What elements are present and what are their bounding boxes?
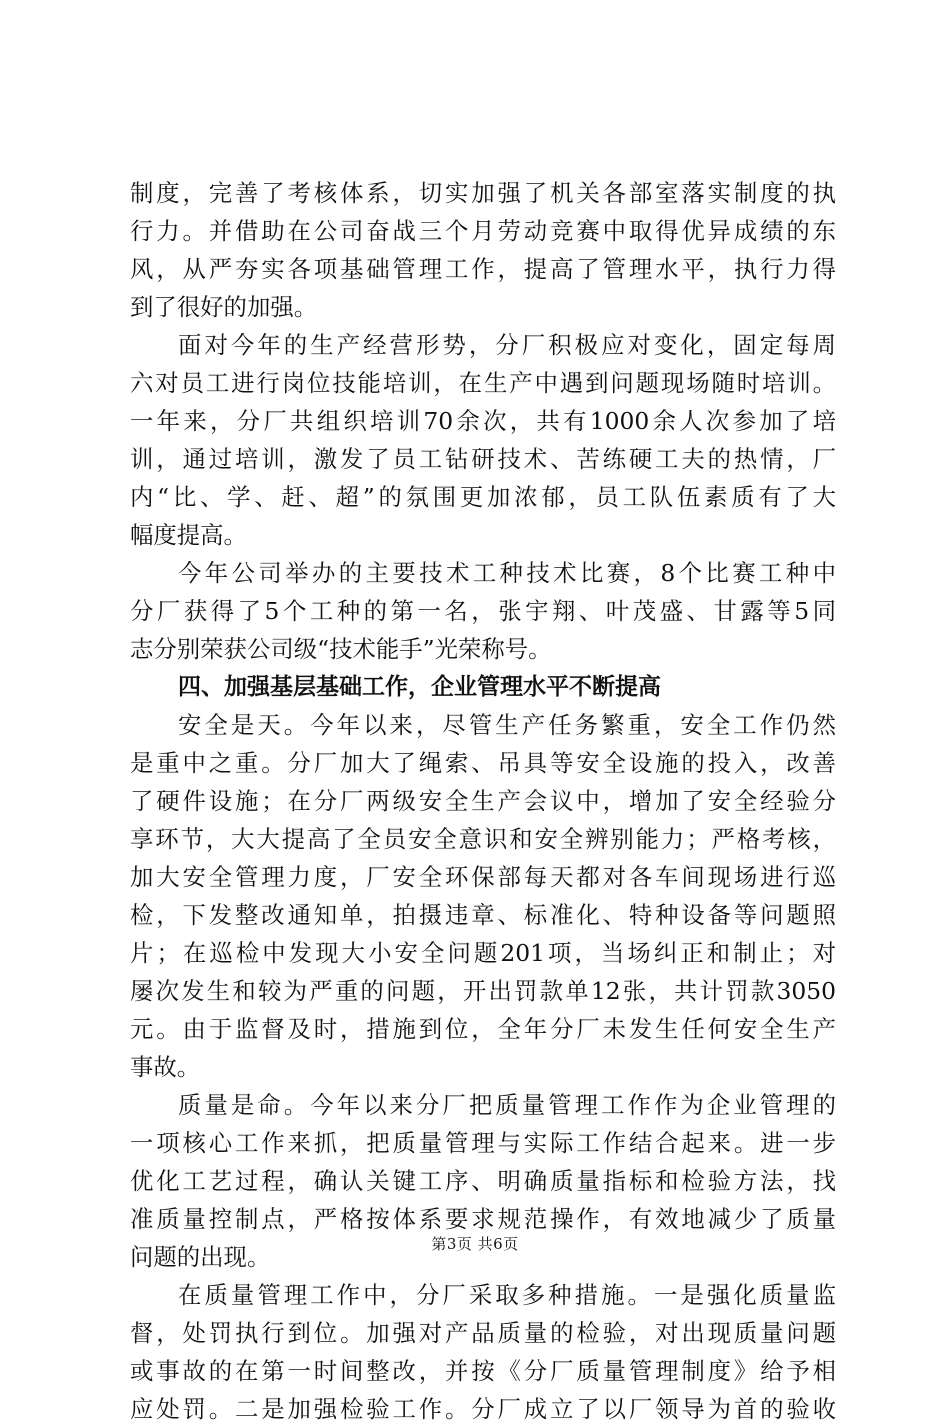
text-line: 加大安全管理力度，厂安全环保部每天都对各车间现场进行巡 — [130, 863, 836, 891]
text-line: 应处罚。二是加强检验工作。分厂成立了以厂领导为首的验收 — [130, 1395, 836, 1423]
text-line: 一项核心工作来抓，把质量管理与实际工作结合起来。进一步 — [130, 1129, 836, 1157]
text-line: 享环节，大大提高了全员安全意识和安全辨别能力；严格考核， — [130, 825, 836, 853]
paragraph-first-line: 在质量管理工作中，分厂采取多种措施。一是强化质量监 — [178, 1281, 836, 1309]
text-line: 或事故的在第一时间整改，并按《分厂质量管理制度》给予相 — [130, 1357, 836, 1385]
text-line: 问题的出现。 — [130, 1243, 271, 1271]
text-line: 风，从严夯实各项基础管理工作，提高了管理水平，执行力得 — [130, 255, 836, 283]
text-line: 屡次发生和较为严重的问题，开出罚款单12张，共计罚款3050 — [130, 977, 836, 1005]
paragraph-first-line: 质量是命。今年以来分厂把质量管理工作作为企业管理的 — [178, 1091, 836, 1119]
text-line: 片；在巡检中发现大小安全问题201项，当场纠正和制止；对 — [130, 939, 836, 967]
text-line: 是重中之重。分厂加大了绳索、吊具等安全设施的投入，改善 — [130, 749, 836, 777]
text-line: 幅度提高。 — [130, 521, 247, 549]
paragraph-first-line: 今年公司举办的主要技术工种技术比赛，8个比赛工种中 — [178, 559, 836, 587]
section-heading: 四、加强基层基础工作，企业管理水平不断提高 — [178, 674, 661, 700]
text-line: 到了很好的加强。 — [130, 293, 318, 321]
text-line: 六对员工进行岗位技能培训，在生产中遇到问题现场随时培训。 — [130, 369, 836, 397]
text-line: 元。由于监督及时，措施到位，全年分厂未发生任何安全生产 — [130, 1015, 836, 1043]
text-line: 准质量控制点，严格按体系要求规范操作，有效地减少了质量 — [130, 1205, 836, 1233]
text-line: 制度，完善了考核体系，切实加强了机关各部室落实制度的执 — [130, 179, 836, 207]
text-line: 督，处罚执行到位。加强对产品质量的检验，对出现质量问题 — [130, 1319, 836, 1347]
text-line: 检，下发整改通知单，拍摄违章、标准化、特种设备等问题照 — [130, 901, 836, 929]
text-line: 训，通过培训，激发了员工钻研技术、苦练硬工夫的热情，厂 — [130, 445, 836, 473]
paragraph-first-line: 面对今年的生产经营形势，分厂积极应对变化，固定每周 — [178, 331, 836, 359]
text-line: 内“比、学、赶、超”的氛围更加浓郁，员工队伍素质有了大 — [130, 483, 836, 511]
text-line: 事故。 — [130, 1053, 201, 1081]
text-line: 了硬件设施；在分厂两级安全生产会议中，增加了安全经验分 — [130, 787, 836, 815]
text-line: 一年来，分厂共组织培训70余次，共有1000余人次参加了培 — [130, 407, 836, 435]
page-number-footer: 第3页 共6页 — [431, 1235, 519, 1253]
text-line: 优化工艺过程，确认关键工序、明确质量指标和检验方法，找 — [130, 1167, 836, 1195]
text-line: 分厂获得了5个工种的第一名，张宇翔、叶茂盛、甘露等5同 — [130, 597, 836, 625]
paragraph-first-line: 安全是天。今年以来，尽管生产任务繁重，安全工作仍然 — [178, 711, 836, 739]
text-line: 志分别荣获公司级“技术能手”光荣称号。 — [130, 635, 552, 663]
text-line: 行力。并借助在公司奋战三个月劳动竞赛中取得优异成绩的东 — [130, 217, 836, 245]
